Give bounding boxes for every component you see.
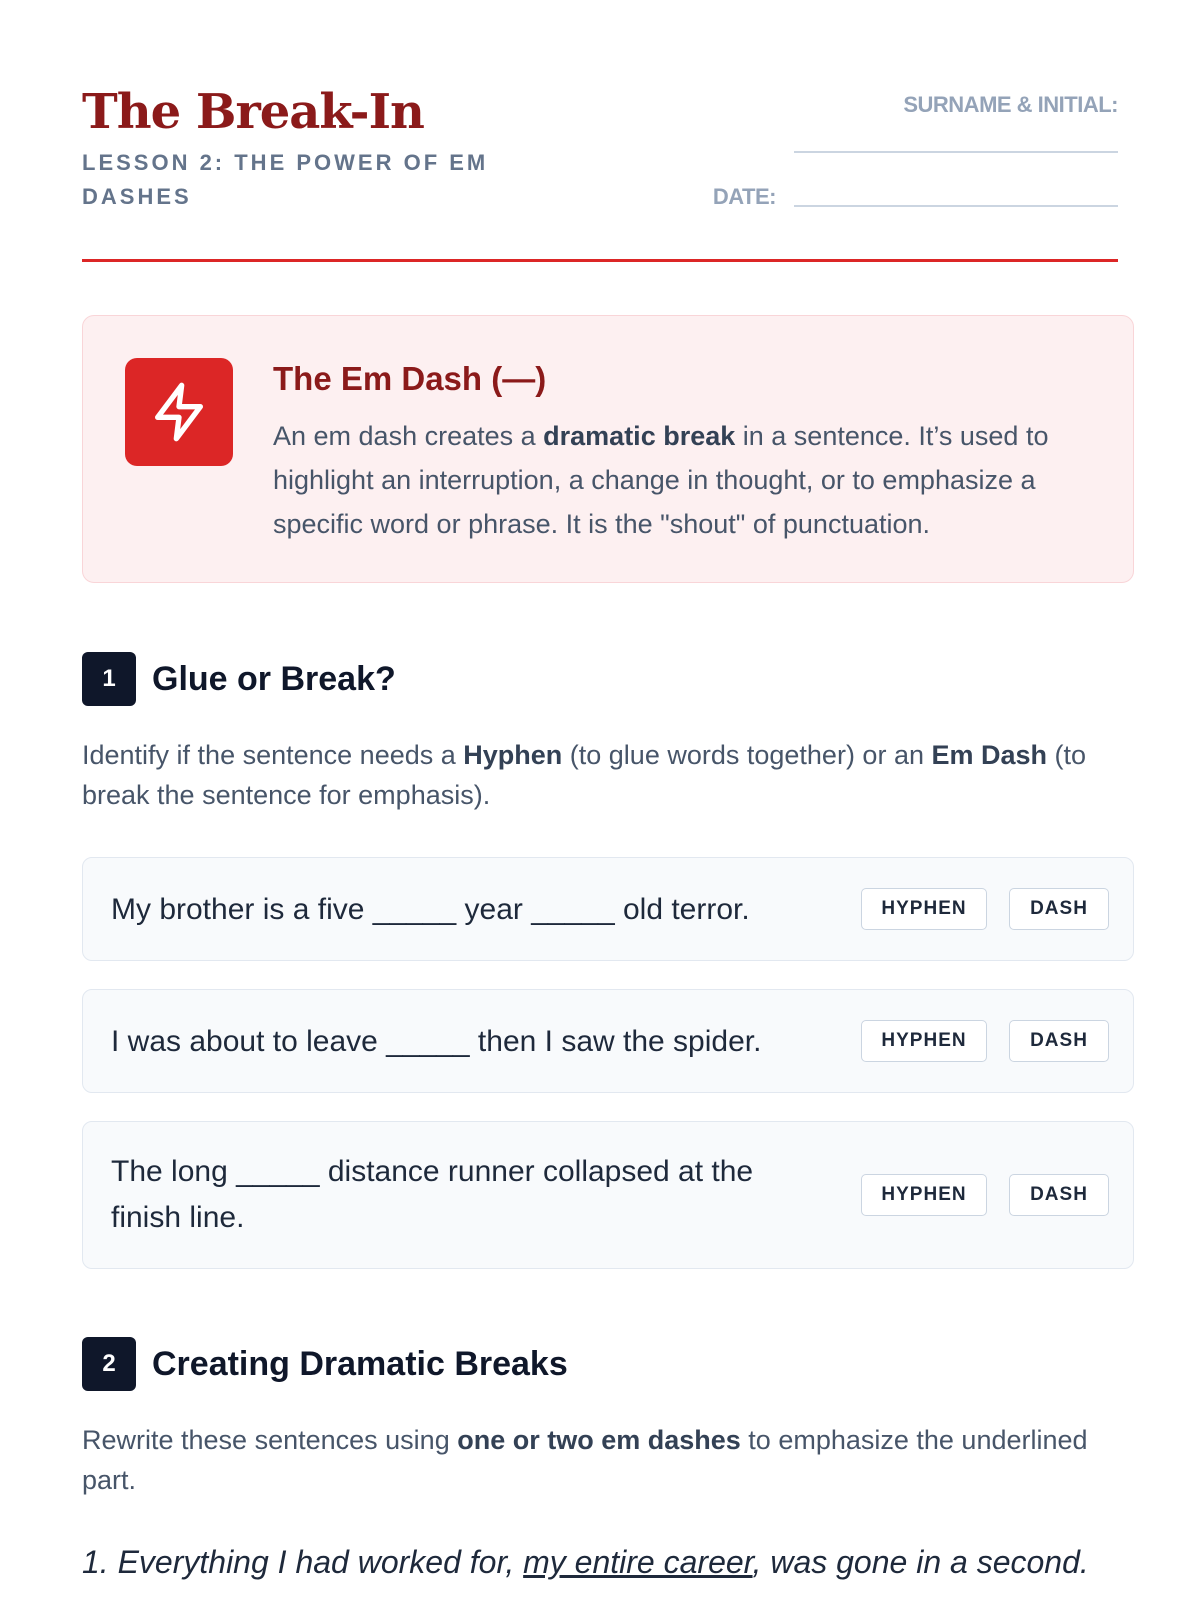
date-label: DATE: <box>712 184 776 209</box>
question-card <box>82 857 1134 961</box>
date-field[interactable] <box>794 205 1118 207</box>
lesson-subtitle: LESSON 2: THE POWER OF EM DASHES <box>82 150 489 209</box>
worksheet-title: The Break-In <box>82 84 424 140</box>
hyphen-button[interactable]: HYPHEN <box>861 888 987 930</box>
info-title: The Em Dash (—) <box>273 360 547 397</box>
section-1-heading <box>82 652 396 706</box>
surname-field[interactable] <box>794 151 1118 153</box>
hyphen-button[interactable]: HYPHEN <box>861 1020 987 1062</box>
question-text: The long _____ distance runner collapsed at the finish line. <box>111 1155 754 1234</box>
section-title: Glue or Break? <box>152 659 396 698</box>
dash-button[interactable]: DASH <box>1009 1174 1109 1216</box>
hyphen-button[interactable]: HYPHEN <box>861 1174 987 1216</box>
question-card <box>82 1121 1134 1269</box>
underlined-phrase: my entire career <box>523 1544 753 1580</box>
lightning-icon <box>125 358 233 466</box>
section-2-heading <box>82 1337 568 1391</box>
section-number-badge: 2 <box>82 1337 136 1391</box>
section-1-instructions: Identify if the sentence needs a Hyphen (to glue words together) or an Em Dash (to break the sentence for emphasis). <box>82 740 1087 810</box>
rewrite-item-1: 1. Everything I had worked for, my entire career, was gone in a second. <box>82 1544 1089 1580</box>
question-text: I was about to leave _____ then I saw the spider. <box>111 1025 762 1058</box>
question-card <box>82 989 1134 1093</box>
worksheet-header <box>82 0 1118 262</box>
surname-label: SURNAME & INITIAL: <box>903 92 1118 117</box>
info-body: An em dash creates a dramatic break in a sentence. It’s used to highlight an interruption, a change in thought, or to emphasize a specific word or phrase. It is the "shout" of punctuation. <box>273 421 1049 539</box>
dash-button[interactable]: DASH <box>1009 888 1109 930</box>
section-title: Creating Dramatic Breaks <box>152 1344 568 1383</box>
section-number-badge: 1 <box>82 652 136 706</box>
dash-button[interactable]: DASH <box>1009 1020 1109 1062</box>
section-2-instructions: Rewrite these sentences using one or two em dashes to emphasize the underlined part. <box>82 1425 1088 1495</box>
question-text: My brother is a five _____ year _____ old terror. <box>111 893 750 926</box>
em-dash-info-box <box>82 315 1134 583</box>
